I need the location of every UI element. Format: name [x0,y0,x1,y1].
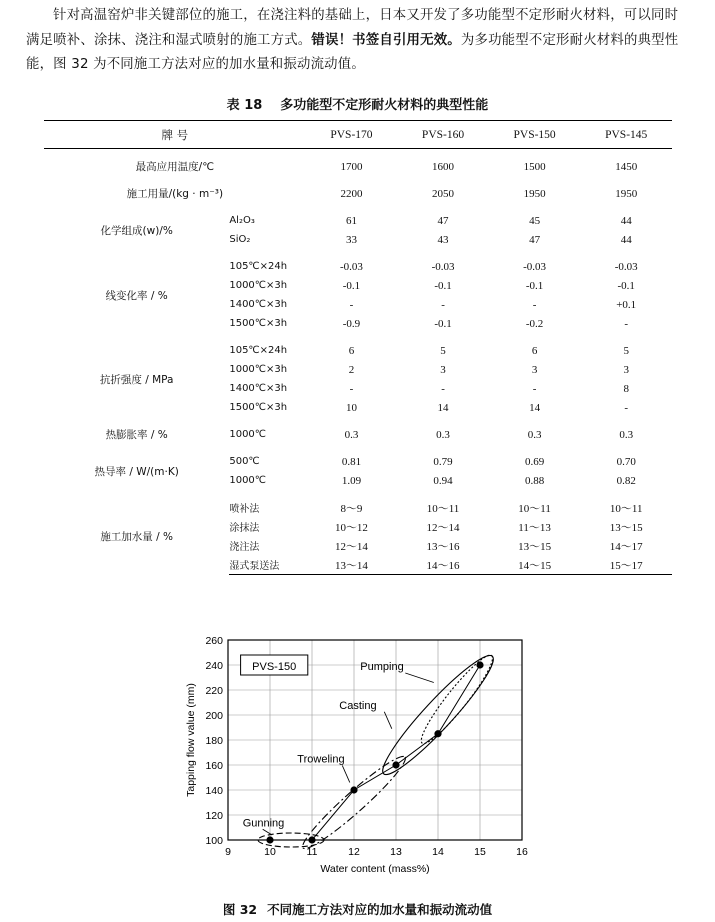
brand-header: 牌 号 [44,121,306,149]
paragraph-text-1: 针对高温窑炉非关键部位的施工，在浇注料的基础上，日本又开发了多功能型不定形耐火材料，可以同时满足喷补、涂抹、浇注和湿式喷射的施工方式。 [26,8,679,48]
cell-value: - [624,401,629,414]
cell-value: 11～13 [518,521,551,534]
y-tick-label: 260 [205,635,223,647]
pumping-range [414,649,499,749]
table-row [44,257,672,276]
group-label: 热膨胀率 / % [105,429,168,441]
cell-value: - [441,382,445,395]
table-row [44,452,672,471]
cell-value: -0.1 [434,279,452,292]
method-label: Gunning [242,817,285,830]
cell-value: 8 [623,382,629,395]
sub-label: 涂抹法 [229,523,260,534]
sub-label: 浇注法 [229,542,260,553]
cell-value: 0.70 [616,455,636,468]
trend-line [270,665,480,840]
cell-value: 14～15 [489,555,581,575]
table-label: 表 18 [226,98,263,113]
table-row [44,425,672,444]
cell-value: 13～15 [518,540,552,553]
table-title: 多功能型不定形耐火材料的典型性能 [280,98,489,113]
sub-label: SiO₂ [229,234,251,245]
method-leader [263,829,272,835]
cell-value: 47 [529,233,541,246]
x-tick-label: 9 [225,846,231,858]
cell-value: - [532,298,537,311]
cell-value: - [349,298,354,311]
cell-value: 1500 [523,160,546,173]
cell-value: 0.81 [341,455,362,468]
cell-value: 13～15 [609,521,643,534]
legend-text: PVS-150 [252,661,297,673]
group-label: 施工加水量 / % [100,530,174,543]
cell-value: -0.1 [342,279,361,292]
cell-value: -0.1 [525,279,544,292]
cell-value: 0.69 [524,455,545,468]
x-tick-label: 15 [474,846,486,858]
properties-table [44,120,672,575]
group-label: 化学组成(w)/% [100,224,173,237]
group-label: 抗折强度 / MPa [99,373,174,386]
cell-value: 12～14 [426,521,460,534]
y-tick-label: 240 [205,660,223,672]
cell-value: 2 [348,363,355,376]
sub-label: 1500℃×3h [229,402,288,413]
table-row [44,341,672,360]
cell-value: 43 [437,233,449,246]
cell-value: - [441,298,445,311]
cell-value: 0.3 [619,428,634,441]
cell-value: 1450 [615,160,638,173]
cell-value: 13～16 [426,540,460,553]
paragraph-text-2: 为多功能型不定形耐火材料的典型性能，图 32 为不同施工方法对应的加水量和振动流动值。 [26,32,679,72]
cell-value: -0.1 [617,279,635,292]
method-label: Pumping [360,661,404,673]
data-point [266,836,273,843]
sub-label: 105℃×24h [229,261,288,272]
grade-header: PVS-150 [489,121,581,149]
cell-value: 10～12 [334,521,368,534]
cell-value: 10 [345,401,357,414]
cell-value: -0.03 [614,260,638,273]
x-tick-label: 12 [348,846,360,858]
method-leader [384,712,392,729]
cell-value: - [624,317,629,330]
group-label: 线变化率 / % [105,289,168,302]
x-tick-label: 14 [432,846,444,858]
x-tick-label: 13 [390,846,402,858]
cell-value: 14～17 [609,540,643,553]
sub-label: 1000℃ [229,475,267,486]
figure-title: 不同施工方法对应的加水量和振动流动值 [267,902,493,917]
cell-value: 3 [623,363,629,376]
cell-value: 2200 [340,187,363,200]
figure-caption [0,900,715,918]
cell-value: 2050 [432,187,455,200]
x-tick-label: 11 [306,846,318,858]
x-tick-label: 10 [264,846,276,858]
cell-value: -0.03 [339,260,363,273]
y-axis-label: Tapping flow value (mm) [185,683,197,797]
grade-header: PVS-160 [397,121,489,149]
sub-label: Al₂O₃ [229,215,255,226]
cell-value: 6 [348,344,355,357]
cell-value: - [532,382,537,395]
cell-value: 0.79 [433,455,453,468]
cell-value: 5 [440,344,446,357]
row-label: 施工用量/(kg · m⁻³) [126,188,224,200]
y-tick-label: 160 [205,760,223,772]
grade-header: PVS-145 [580,121,672,149]
sub-label: 喷补法 [229,504,260,515]
table-row [44,498,672,517]
y-tick-label: 100 [205,835,223,847]
cell-value: 0.3 [527,428,542,441]
y-tick-label: 120 [205,810,223,822]
cell-value: 1600 [432,160,455,173]
figure-label: 图 32 [222,902,258,917]
table-header-row [44,121,672,149]
cell-value: -0.2 [525,317,544,330]
y-tick-label: 140 [205,785,223,797]
cell-value: 47 [437,214,449,227]
y-tick-label: 180 [205,735,223,747]
sub-label: 1000℃ [229,429,267,440]
cell-value: 10～11 [609,502,643,515]
cell-value: 13～14 [306,555,398,575]
sub-label: 500℃ [229,456,260,467]
cell-value: 44 [620,233,632,246]
table-row [44,211,672,230]
table-row [44,157,672,176]
method-label: Troweling [297,753,345,766]
cell-value: 15～17 [580,555,672,575]
data-point [308,836,315,843]
cell-value: 3 [531,363,538,376]
cell-value: -0.1 [434,317,452,330]
cell-value: 61 [345,214,357,227]
cell-value: 1.09 [341,474,362,487]
method-leader [405,673,434,683]
cell-value: 8～9 [340,502,363,515]
cell-value: 0.3 [344,428,359,441]
cell-value: 14 [437,401,449,414]
cell-value: 45 [529,214,541,227]
sub-label: 湿式泵送法 [229,555,305,575]
cell-value: 12～14 [334,540,368,553]
cell-value: -0.9 [342,317,361,330]
sub-label: 1400℃×3h [229,299,288,310]
cell-value: 3 [440,363,446,376]
method-leader [342,766,350,783]
cell-value: 14～16 [397,555,489,575]
cell-value: 14 [529,401,541,414]
data-point [434,730,441,737]
bookmark-error-text: 错误！书签自引用无效。 [311,32,461,48]
sub-label: 1000℃×3h [229,280,288,291]
sub-label: 1400℃×3h [229,383,288,394]
row-label: 最高应用温度/℃ [135,161,214,173]
cell-value: 44 [620,214,632,227]
table-caption [0,94,715,113]
cell-value: +0.1 [616,298,637,311]
cell-value: -0.03 [523,260,547,273]
cell-value: 5 [623,344,629,357]
data-point [350,786,357,793]
sub-label: 1000℃×3h [229,364,288,375]
y-tick-label: 200 [205,710,223,722]
x-axis-label: Water content (mass%) [320,863,430,875]
cell-value: -0.03 [431,260,455,273]
data-point [392,761,399,768]
x-tick-label: 16 [516,846,528,858]
cell-value: 0.82 [616,474,636,487]
method-label: Casting [339,699,377,712]
cell-value: 1950 [615,187,638,200]
group-label: 热导率 / W/(m·K) [94,465,179,478]
cell-value: 0.94 [433,474,453,487]
data-point [476,661,483,668]
table-row [44,184,672,203]
sub-label: 105℃×24h [229,345,288,356]
cell-value: 10～11 [518,502,551,515]
cell-value: 10～11 [426,502,460,515]
flow-value-chart [180,630,560,888]
sub-label: 1500℃×3h [229,318,288,329]
cell-value: 0.88 [524,474,545,487]
grade-header: PVS-170 [306,121,398,149]
cell-value: 6 [531,344,538,357]
cell-value: - [349,382,354,395]
cell-value: 0.3 [436,428,450,441]
cell-value: 1700 [340,160,363,173]
intro-paragraph [26,4,691,78]
y-tick-label: 220 [205,685,223,697]
cell-value: 1950 [523,187,546,200]
cell-value: 33 [345,233,357,246]
